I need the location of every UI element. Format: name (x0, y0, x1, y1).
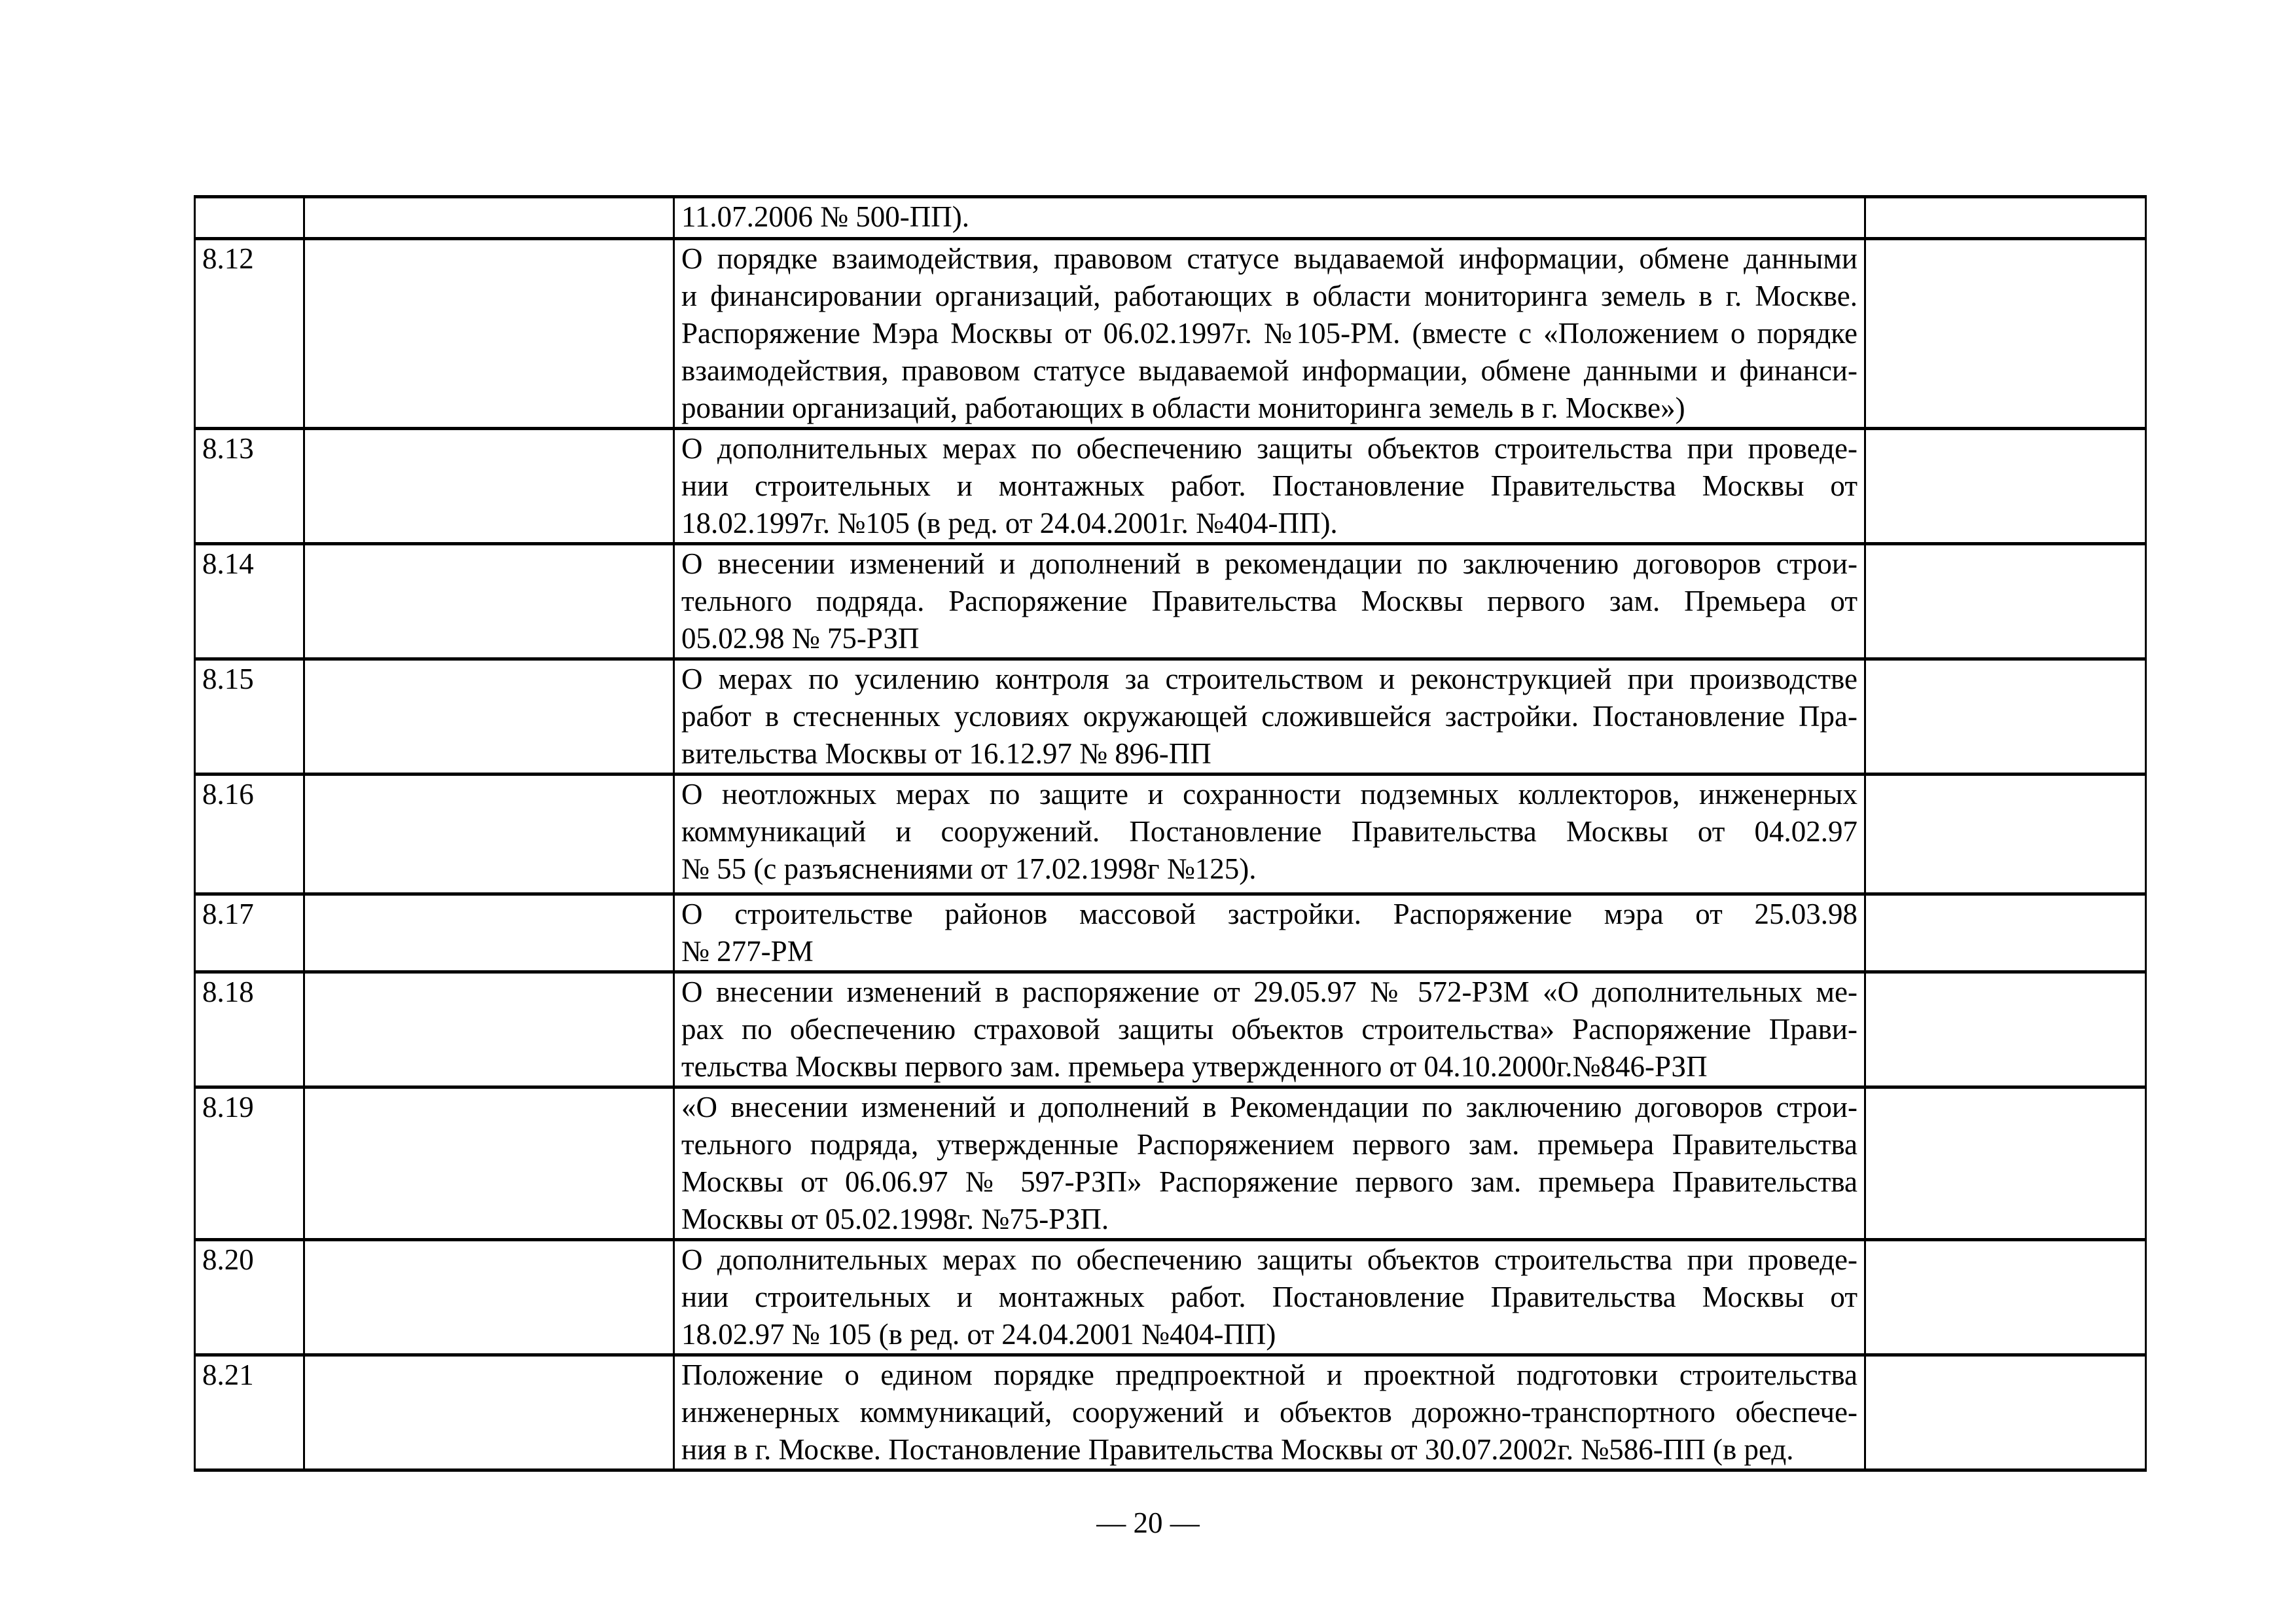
document-title-cell (674, 1355, 1865, 1470)
text-line: Распоряжение Мэра Москвы от 06.02.1997г. №105-РМ. (вместе с «Положением о порядке (681, 317, 1857, 350)
notes-cell (1865, 894, 2146, 972)
notes-cell (1865, 197, 2146, 239)
text-line: О порядке взаимодействия, правовом статусе выдаваемой информации, обмене данными (681, 242, 1857, 275)
text-line: О внесении изменений в распоряжение от 29.05.97 № 572-РЗМ «О дополнительных ме- (681, 976, 1857, 1008)
table-body (195, 197, 2146, 1470)
empty-cell (304, 972, 674, 1087)
text-line: № 277-РМ (681, 935, 814, 968)
text-line: 11.07.2006 № 500-ПП). (681, 200, 969, 233)
table-row (195, 544, 2146, 659)
text-line: взаимодействия, правовом статусе выдаваемой информации, обмене данными и финанси- (681, 354, 1857, 387)
empty-cell (304, 659, 674, 775)
document-title-cell (674, 544, 1865, 659)
text-line: тельного подряда. Распоряжение Правительства Москвы первого зам. Премьера от (681, 585, 1857, 617)
table-row (195, 197, 2146, 239)
table-row (195, 972, 2146, 1087)
text-line: работ в стесненных условиях окружающей сложившейся застройки. Постановление Пра- (681, 700, 1857, 733)
document-title-cell (674, 775, 1865, 894)
text-line: коммуникаций и сооружений. Постановление Правительства Москвы от 04.02.97 (681, 815, 1857, 848)
item-number-cell: 8.17 (195, 894, 304, 972)
notes-cell (1865, 1087, 2146, 1240)
empty-cell (304, 1087, 674, 1240)
table-row (195, 239, 2146, 429)
text-line: Москвы от 05.02.1998г. №75-РЗП. (681, 1203, 1109, 1235)
table-row (195, 429, 2146, 544)
item-number-cell: 8.21 (195, 1355, 304, 1470)
text-line: О строительстве районов массовой застройки. Распоряжение мэра от 25.03.98 (681, 898, 1857, 930)
empty-cell (304, 1355, 674, 1470)
text-line: Москвы от 06.06.97 № 597-РЗП» Распоряжение первого зам. премьера Правительства (681, 1165, 1857, 1198)
text-line: тельства Москвы первого зам. премьера утвержденного от 04.10.2000г.№846-РЗП (681, 1050, 1708, 1083)
text-line: О дополнительных мерах по обеспечению защиты объектов строительства при проведе- (681, 1243, 1857, 1276)
notes-cell (1865, 429, 2146, 544)
table-row (195, 1355, 2146, 1470)
text-line: О неотложных мерах по защите и сохранности подземных коллекторов, инженерных (681, 778, 1857, 811)
document-title-cell (674, 197, 1865, 239)
notes-cell (1865, 659, 2146, 775)
document-title-cell (674, 659, 1865, 775)
notes-cell (1865, 972, 2146, 1087)
text-line: и финансировании организаций, работающих в области мониторинга земель в г. Москве. (681, 280, 1857, 312)
notes-cell (1865, 775, 2146, 894)
text-line: рах по обеспечению страховой защиты объектов строительства» Распоряжение Прави- (681, 1013, 1857, 1046)
text-line: ния в г. Москве. Постановление Правительства Москвы от 30.07.2002г. №586-ПП (в ред. (681, 1433, 1794, 1466)
document-title-cell (674, 894, 1865, 972)
text-line: 05.02.98 № 75-РЗП (681, 622, 920, 655)
text-line: вительства Москвы от 16.12.97 № 896-ПП (681, 737, 1211, 770)
item-number-cell: 8.16 (195, 775, 304, 894)
item-number-cell: 8.12 (195, 239, 304, 429)
table-row (195, 894, 2146, 972)
table-row (195, 1240, 2146, 1355)
text-line: 18.02.97 № 105 (в ред. от 24.04.2001 №404-ПП) (681, 1318, 1276, 1351)
notes-cell (1865, 1355, 2146, 1470)
document-title-cell (674, 429, 1865, 544)
item-number-cell (195, 197, 304, 239)
item-number-cell: 8.18 (195, 972, 304, 1087)
text-line: нии строительных и монтажных работ. Постановление Правительства Москвы от (681, 1281, 1857, 1313)
empty-cell (304, 429, 674, 544)
text-line: О дополнительных мерах по обеспечению защиты объектов строительства при проведе- (681, 432, 1857, 465)
text-line: Положение о едином порядке предпроектной и проектной подготовки строительства (681, 1359, 1857, 1391)
empty-cell (304, 544, 674, 659)
empty-cell (304, 197, 674, 239)
item-number-cell: 8.20 (195, 1240, 304, 1355)
table-row (195, 775, 2146, 894)
item-number-cell: 8.19 (195, 1087, 304, 1240)
text-line: тельного подряда, утвержденные Распоряжением первого зам. премьера Правительства (681, 1128, 1857, 1161)
item-number-cell: 8.13 (195, 429, 304, 544)
text-line: О внесении изменений и дополнений в рекомендации по заключению договоров строи- (681, 547, 1857, 580)
empty-cell (304, 775, 674, 894)
item-number-cell: 8.14 (195, 544, 304, 659)
document-title-cell (674, 1087, 1865, 1240)
notes-cell (1865, 1240, 2146, 1355)
text-line: ровании организаций, работающих в области мониторинга земель в г. Москве») (681, 392, 1685, 424)
empty-cell (304, 894, 674, 972)
regulations-table (194, 195, 2147, 1472)
item-number-cell: 8.15 (195, 659, 304, 775)
text-line: нии строительных и монтажных работ. Постановление Правительства Москвы от (681, 469, 1857, 502)
notes-cell (1865, 544, 2146, 659)
document-title-cell (674, 1240, 1865, 1355)
text-line: «О внесении изменений и дополнений в Рекомендации по заключению договоров строи- (681, 1091, 1857, 1123)
text-line: 18.02.1997г. №105 (в ред. от 24.04.2001г. №404-ПП). (681, 507, 1338, 539)
document-title-cell (674, 972, 1865, 1087)
empty-cell (304, 239, 674, 429)
text-line: № 55 (с разъяснениями от 17.02.1998г №125). (681, 852, 1257, 885)
notes-cell (1865, 239, 2146, 429)
page-number: — 20 — (1096, 1506, 1200, 1539)
table-row (195, 659, 2146, 775)
table-row (195, 1087, 2146, 1240)
text-line: инженерных коммуникаций, сооружений и объектов дорожно-транспортного обеспече- (681, 1396, 1857, 1429)
text-line: О мерах по усилению контроля за строительством и реконструкцией при производстве (681, 663, 1857, 695)
empty-cell (304, 1240, 674, 1355)
document-title-cell (674, 239, 1865, 429)
